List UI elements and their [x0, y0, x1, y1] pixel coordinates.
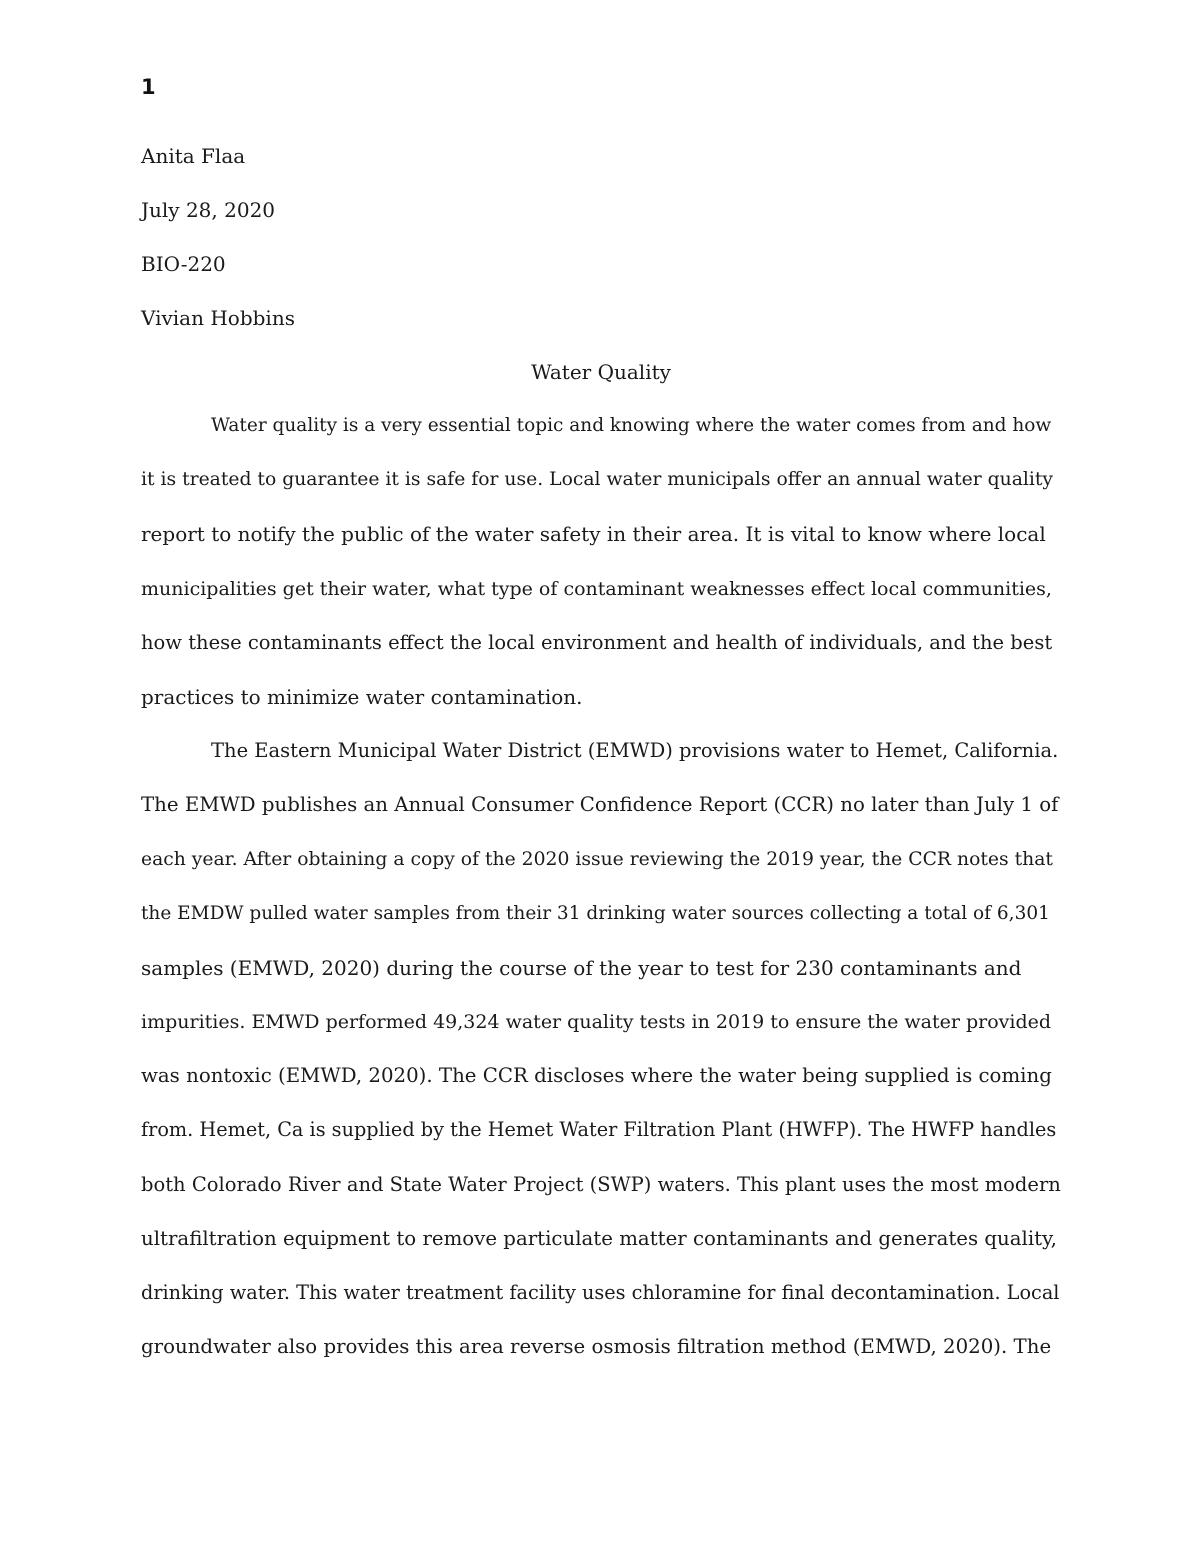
paragraph-1-line: report to notify the public of the water safety in their area. It is vital to know where local — [141, 522, 1046, 547]
paragraph-2-line: The Eastern Municipal Water District (EMWD) provisions water to Hemet, California. — [211, 739, 1059, 763]
document-body — [141, 399, 1061, 1374]
document-title: Water Quality — [531, 360, 671, 384]
heading-block — [141, 129, 1061, 345]
paragraph-1-line: it is treated to guarantee it is safe for use. Local water municipals offer an annual water quality — [141, 469, 1054, 491]
document-date: July 28, 2020 — [141, 198, 276, 222]
paragraph-1-line: practices to minimize water contamination. — [141, 684, 583, 709]
paragraph-2-line: samples (EMWD, 2020) during the course of the year to test for 230 contaminants and — [141, 955, 1022, 980]
paragraph-2-line: groundwater also provides this area reverse osmosis filtration method (EMWD, 2020). The — [141, 1335, 1052, 1359]
paragraph-1-line: municipalities get their water, what type of contaminant weaknesses effect local communities, — [141, 577, 1052, 600]
paragraph-2-line: from. Hemet, Ca is supplied by the Hemet Water Filtration Plant (HWFP). The HWFP handles — [141, 1118, 1057, 1142]
paragraph-2-line: impurities. EMWD performed 49,324 water quality tests in 2019 to ensure the water provided — [141, 1011, 1052, 1034]
paragraph-2-line: The EMWD publishes an Annual Consumer Confidence Report (CCR) no later than July 1 of — [141, 793, 1059, 817]
author-name: Anita Flaa — [141, 144, 246, 168]
paragraph-2-line: drinking water. This water treatment facility uses chloramine for final decontamination. Local — [141, 1281, 1060, 1304]
paragraph-2-line: the EMDW pulled water samples from their 31 drinking water sources collecting a total of 6,301 — [141, 902, 1050, 924]
paragraph-2-line: was nontoxic (EMWD, 2020). The CCR discloses where the water being supplied is coming — [141, 1064, 1052, 1088]
course-code: BIO-220 — [141, 252, 226, 276]
paragraph-2-line: ultrafiltration equipment to remove particulate matter contaminants and generates quality, — [141, 1226, 1057, 1250]
instructor-name: Vivian Hobbins — [141, 306, 295, 330]
paragraph-1-line: Water quality is a very essential topic and knowing where the water comes from and how — [211, 415, 1052, 436]
paragraph-2-line: both Colorado River and State Water Project (SWP) waters. This plant uses the most modern — [141, 1172, 1061, 1196]
page-number: 1 — [141, 75, 156, 99]
paragraph-2-line: each year. After obtaining a copy of the 2020 issue reviewing the 2019 year, the CCR notes that — [141, 848, 1053, 870]
paragraph-1-line: how these contaminants effect the local environment and health of individuals, and the best — [141, 630, 1053, 654]
